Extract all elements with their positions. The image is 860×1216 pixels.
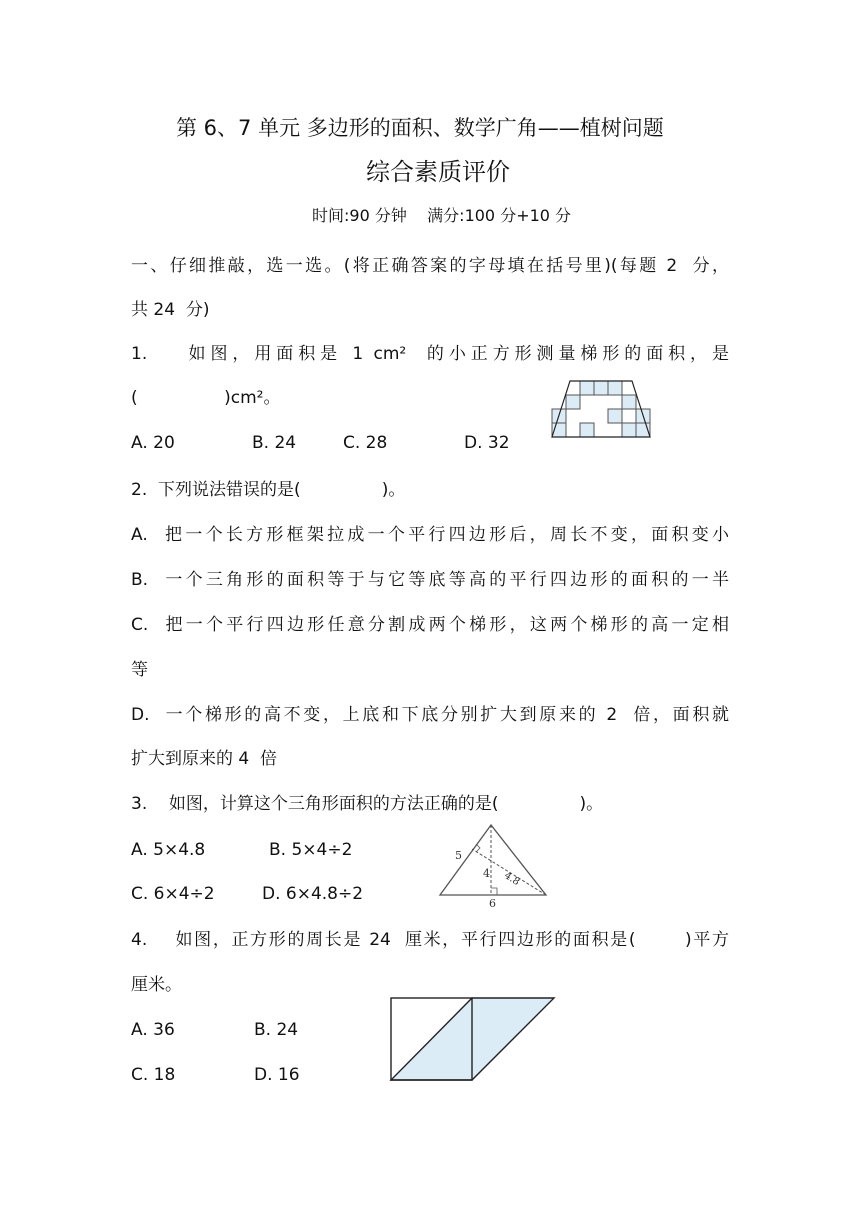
- question-4-option-c: C. 18: [131, 1065, 176, 1085]
- question-1-stem-cont: ( )cm²。: [131, 388, 281, 408]
- question-4-option-a: A. 36: [131, 1020, 175, 1040]
- question-2-option-b: B. 一个三角形的面积等于与它等底等高的平行四边形的面积的一半: [131, 570, 729, 590]
- question-1-option-a: A. 20: [131, 433, 175, 453]
- question-3-option-b: B. 5×4÷2: [269, 840, 353, 860]
- question-1-option-c: C. 28: [343, 433, 388, 453]
- triangle-label-height: 4: [483, 867, 490, 880]
- question-3-option-d: D. 6×4.8÷2: [262, 884, 364, 904]
- question-2-option-d-cont: 扩大到原来的 4 倍: [131, 749, 278, 769]
- question-4-option-d: D. 16: [254, 1065, 300, 1085]
- question-3-option-a: A. 5×4.8: [131, 840, 206, 860]
- question-4-option-b: B. 24: [254, 1020, 299, 1040]
- question-3-option-c: C. 6×4÷2: [131, 884, 215, 904]
- question-2-option-c-cont: 等: [131, 660, 148, 680]
- question-2-option-c: C. 把一个平行四边形任意分割成两个梯形，这两个梯形的高一定相: [131, 615, 729, 635]
- question-2-stem: 2. 下列说法错误的是( )。: [131, 480, 406, 500]
- question-2-option-a: A. 把一个长方形框架拉成一个平行四边形后，周长不变，面积变小: [131, 525, 729, 545]
- question-3-stem: 3. 如图，计算这个三角形面积的方法正确的是( )。: [131, 794, 604, 814]
- triangle-label-inner: 4.8: [502, 870, 522, 889]
- triangle-label-base: 6: [489, 897, 496, 910]
- question-2-option-d: D. 一个梯形的高不变，上底和下底分别扩大到原来的 2 倍，面积就: [131, 705, 729, 725]
- page-subtitle: 综合素质评价: [366, 158, 510, 186]
- square-parallelogram-figure: [388, 995, 558, 1085]
- question-1-option-d: D. 32: [464, 433, 510, 453]
- question-1-option-b: B. 24: [252, 433, 297, 453]
- question-4-stem-cont: 厘米。: [131, 975, 182, 995]
- question-4-stem: 4. 如图，正方形的周长是 24 厘米，平行四边形的面积是( )平方: [131, 930, 729, 950]
- exam-meta: 时间:90 分钟 满分:100 分+10 分: [312, 206, 572, 225]
- triangle-figure: [436, 822, 550, 908]
- page-title: 第 6、7 单元 多边形的面积、数学广角——植树问题: [176, 116, 664, 140]
- question-1-stem: 1. 如图，用面积是 1 cm² 的小正方形测量梯形的面积，是: [131, 344, 729, 364]
- triangle-label-side: 5: [455, 849, 462, 862]
- section-heading-cont: 共 24 分): [131, 300, 210, 320]
- section-heading: 一、仔细推敲，选一选。(将正确答案的字母填在括号里)(每题 2 分，: [131, 256, 729, 276]
- trapezoid-grid-figure: [548, 378, 654, 442]
